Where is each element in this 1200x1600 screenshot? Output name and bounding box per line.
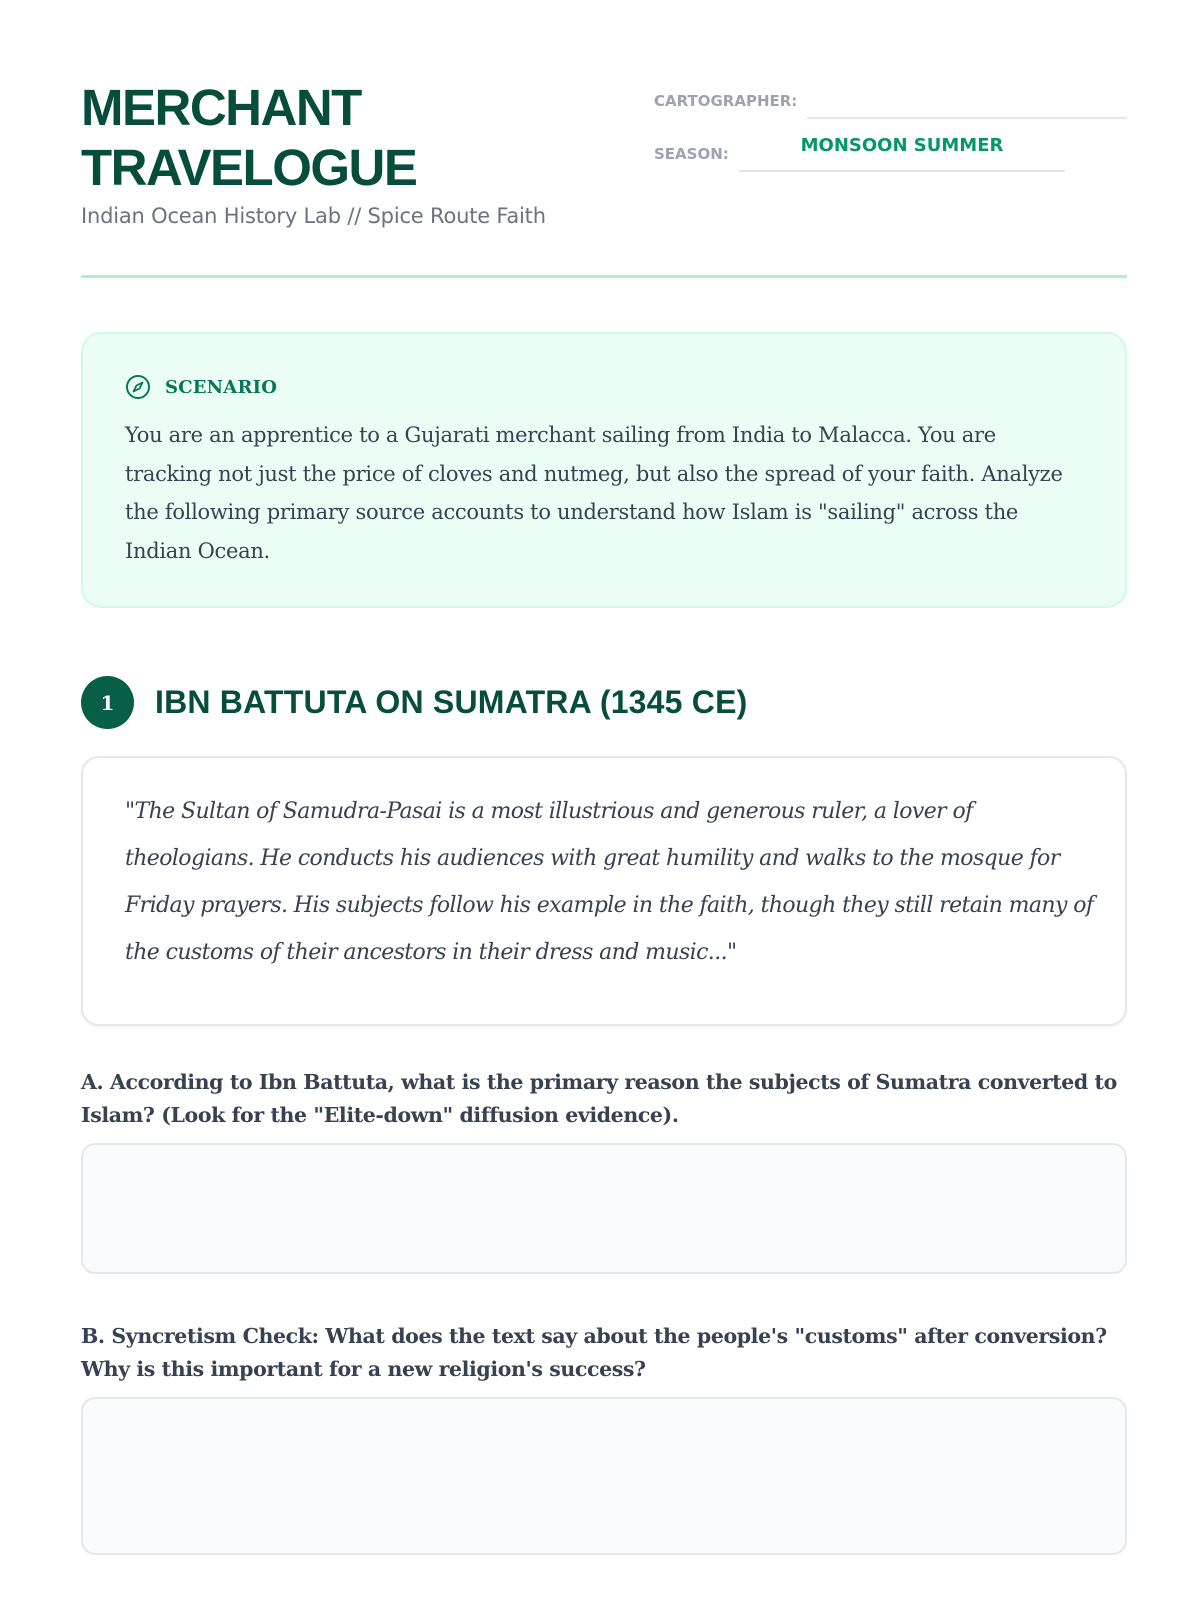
season-value[interactable]: MONSOON SUMMER — [800, 135, 1004, 156]
question-b-answer-field[interactable] — [81, 1397, 1127, 1555]
scenario-heading — [125, 374, 277, 400]
compass-icon — [125, 374, 151, 400]
scenario-label: SCENARIO — [165, 376, 278, 398]
scenario-box — [81, 332, 1127, 608]
page-subtitle: Indian Ocean History Lab // Spice Route Faith — [81, 204, 546, 228]
worksheet-header — [81, 78, 1127, 278]
page-title — [81, 78, 416, 198]
question-b-prompt: B. Syncretism Check: What does the text say about the people's "customs" after conversion? Why is this important for a new religion's success? — [81, 1324, 1107, 1381]
season-label: SEASON: — [654, 145, 729, 163]
cartographer-field-line[interactable] — [807, 117, 1127, 119]
header-divider — [81, 275, 1127, 278]
primary-source-quote: "The Sultan of Samudra-Pasai is a most illustrious and generous ruler, a lover of theologians. He conducts his audiences with great humility and walks to the mosque for Friday prayers. His subjects follow his example in the faith, though they still retain many of the customs of their ancestors in their dress and music..." — [125, 799, 1094, 965]
title-line-1: MERCHANT — [81, 79, 361, 136]
primary-source-quote-box — [81, 756, 1127, 1026]
title-line-2: TRAVELOGUE — [81, 139, 417, 196]
season-field-line[interactable] — [739, 170, 1065, 172]
scenario-text: You are an apprentice to a Gujarati merchant sailing from India to Malacca. You are tracking not just the price of cloves and nutmeg, but also the spread of your faith. Analyze the following primary source accounts to understand how Islam is "sailing" across the Indian Ocean. — [125, 423, 1063, 563]
section-number-badge: 1 — [81, 676, 134, 729]
cartographer-label: CARTOGRAPHER: — [654, 92, 798, 110]
section-title: IBN BATTUTA ON SUMATRA (1345 CE) — [155, 684, 748, 720]
question-a-prompt: A. According to Ibn Battuta, what is the primary reason the subjects of Sumatra converted to Islam? (Look for the "Elite-down" diffusion evidence). — [81, 1070, 1117, 1127]
question-a-answer-field[interactable] — [81, 1143, 1127, 1274]
